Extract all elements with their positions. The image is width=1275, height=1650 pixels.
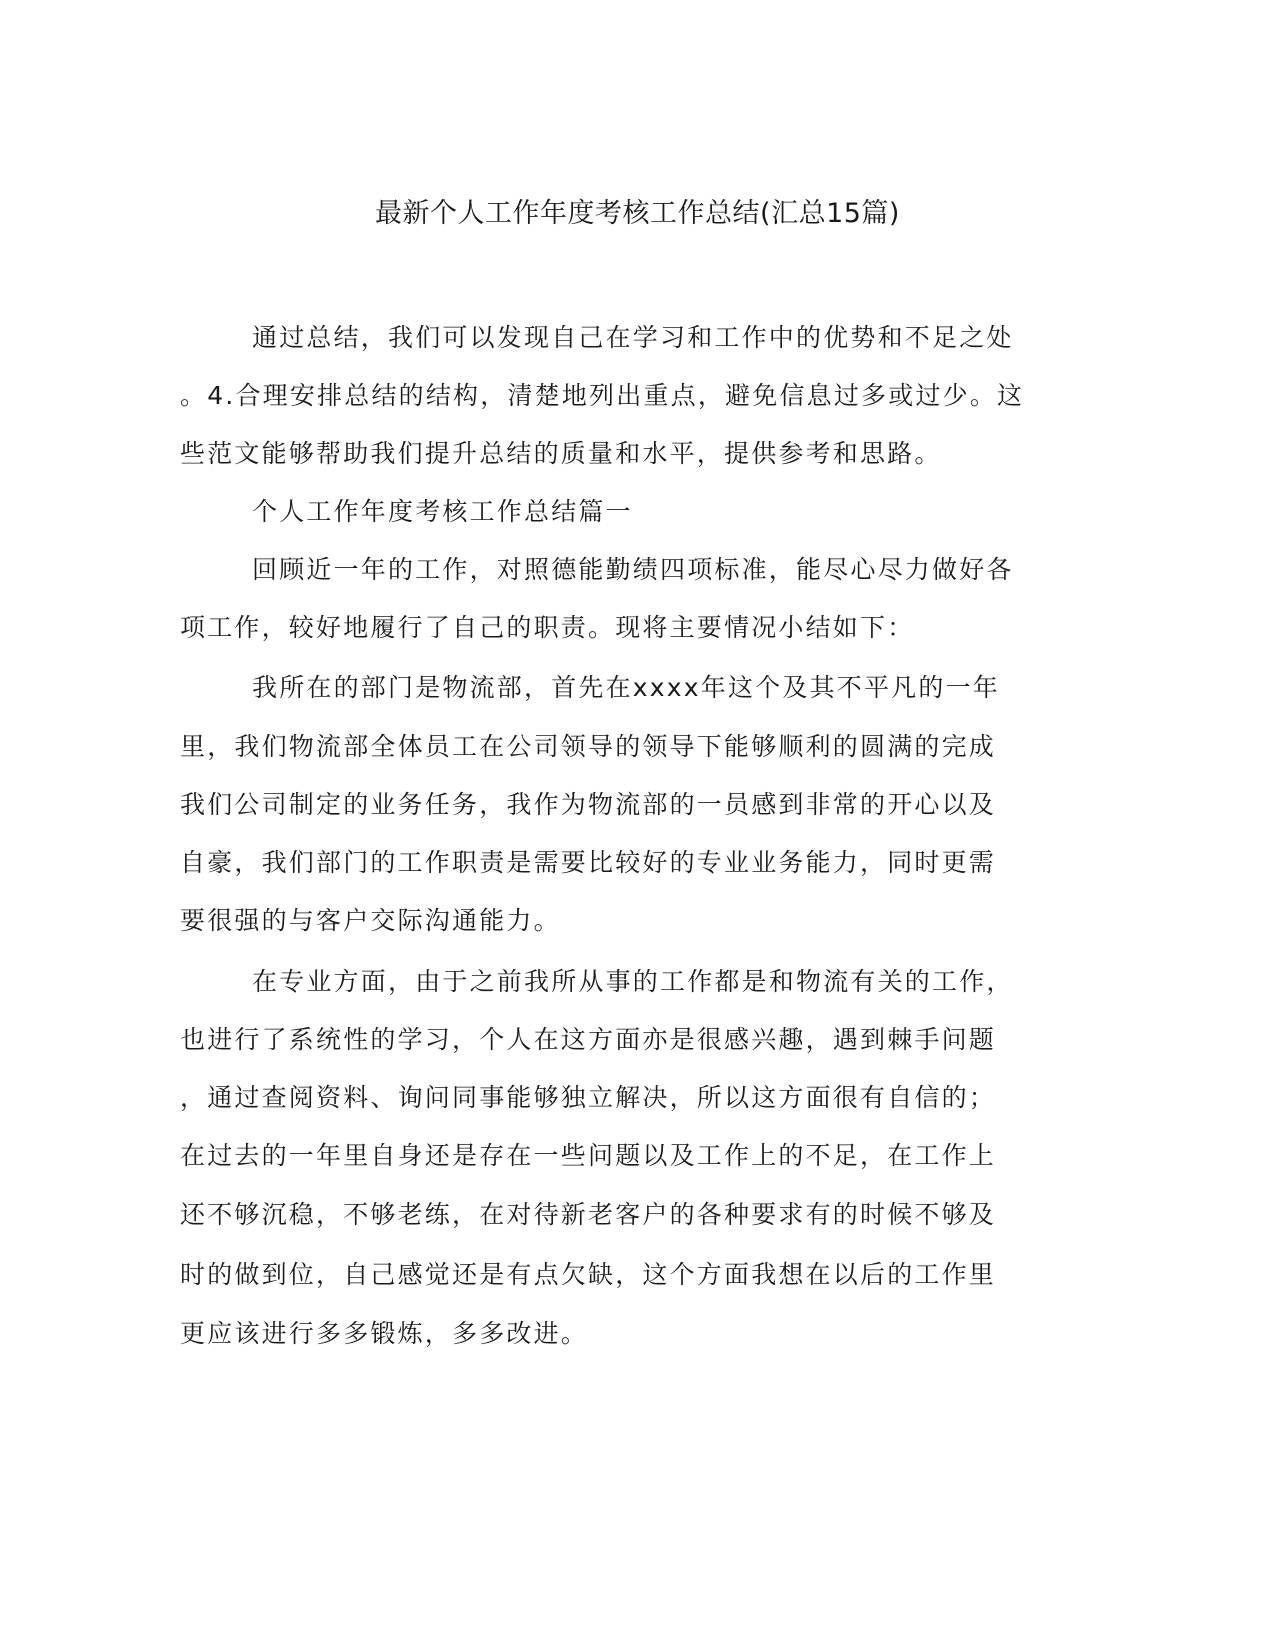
text-line: 要很强的与客户交际沟通能力。 [180, 906, 561, 935]
text-line: 我所在的部门是物流部，首先在xxxx年这个及其不平凡的一年 [252, 673, 1000, 702]
text-line: 回顾近一年的工作，对照德能勤绩四项标准，能尽心尽力做好各 [252, 555, 1014, 584]
text-line: 通过总结，我们可以发现自己在学习和工作中的优势和不足之处 [252, 323, 1014, 352]
text-line: 。4.合理安排总结的结构，清楚地列出重点，避免信息过多或过少。这 [180, 381, 1025, 410]
document-title: 最新个人工作年度考核工作总结(汇总15篇) [375, 198, 900, 229]
text-line: 在专业方面，由于之前我所从事的工作都是和物流有关的工作， [252, 967, 1014, 996]
text-line: 也进行了系统性的学习，个人在这方面亦是很感兴趣，遇到棘手问题 [180, 1025, 997, 1054]
text-line: 在过去的一年里自身还是存在一些问题以及工作上的不足，在工作上 [180, 1141, 997, 1170]
text-line: 更应该进行多多锻炼，多多改进。 [180, 1319, 589, 1348]
text-line: 些范文能够帮助我们提升总结的质量和水平，提供参考和思路。 [180, 439, 942, 468]
text-line: 还不够沉稳，不够老练，在对待新老客户的各种要求有的时候不够及 [180, 1200, 997, 1229]
text-line: 时的做到位，自己感觉还是有点欠缺，这个方面我想在以后的工作里 [180, 1260, 997, 1289]
section-heading: 个人工作年度考核工作总结篇一 [252, 497, 633, 526]
text-line: 项工作，较好地履行了自己的职责。现将主要情况小结如下： [180, 613, 915, 642]
text-line: 自豪，我们部门的工作职责是需要比较好的专业业务能力，同时更需 [180, 848, 997, 877]
text-line: 里，我们物流部全体员工在公司领导的领导下能够顺利的圆满的完成 [180, 732, 997, 761]
text-line: 我们公司制定的业务任务，我作为物流部的一员感到非常的开心以及 [180, 790, 997, 819]
text-line: ，通过查阅资料、询问同事能够独立解决，所以这方面很有自信的； [180, 1083, 997, 1112]
